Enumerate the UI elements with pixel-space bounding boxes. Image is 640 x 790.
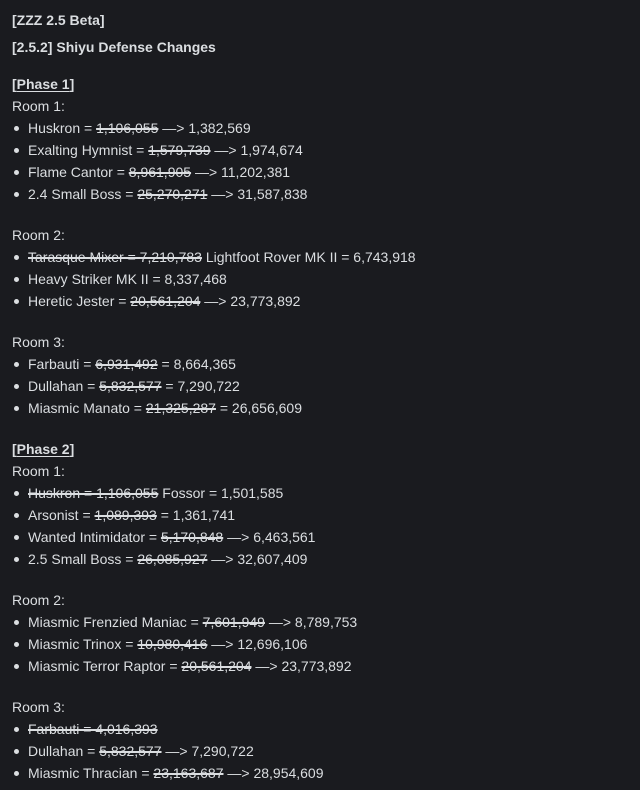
enemy-entry: [12, 268, 628, 290]
message-title: [ZZZ 2.5 Beta]: [12, 12, 105, 28]
phase-name: Phase 2: [16, 441, 70, 457]
old-value-strikethrough: Huskron = 1,106,055: [28, 485, 159, 501]
enemy-entry: [12, 117, 628, 139]
enemy-entry: [12, 740, 628, 762]
enemy-entry: [12, 548, 628, 570]
entry-text: Heavy Striker MK II = 8,337,468: [28, 271, 227, 287]
enemy-list: [12, 611, 628, 677]
entry-text: Miasmic Manato =: [28, 400, 146, 416]
entry-text: —> 1,974,674: [210, 142, 303, 158]
entry-text: = 26,656,609: [215, 400, 302, 416]
phase-bracket-open: [: [12, 441, 17, 457]
phase-bracket-close: ]: [69, 441, 75, 457]
old-value-strikethrough: 20,561,204: [181, 658, 252, 674]
old-value-strikethrough: 5,170,848: [160, 529, 224, 545]
entry-text: Dullahan =: [28, 378, 100, 394]
phase-header: [12, 438, 628, 460]
enemy-entry: [12, 161, 628, 183]
phase-header: [12, 73, 628, 95]
entry-text: —> 28,954,609: [223, 765, 324, 781]
entry-text: Fossor = 1,501,585: [158, 485, 284, 501]
enemy-entry: [12, 504, 628, 526]
enemy-entry: [12, 139, 628, 161]
entry-text: —> 23,773,892: [200, 293, 301, 309]
enemy-entry: [12, 718, 628, 740]
enemy-entry: [12, 655, 628, 677]
old-value-strikethrough: 8,961,905: [128, 164, 192, 180]
old-value-strikethrough: 5,832,577: [99, 378, 162, 394]
room-section: [12, 224, 628, 312]
room-label: Room 2:: [12, 227, 65, 243]
old-value-strikethrough: 5,832,577: [99, 743, 162, 759]
entry-text: = 8,664,365: [157, 356, 236, 372]
enemy-list: [12, 718, 628, 784]
entry-text: —> 6,463,561: [223, 529, 316, 545]
entry-text: Lightfoot Rover MK II = 6,743,918: [201, 249, 416, 265]
old-value-strikethrough: 1,106,055: [96, 120, 159, 136]
enemy-entry: [12, 762, 628, 784]
entry-text: Miasmic Thracian =: [28, 765, 154, 781]
entry-text: Miasmic Terror Raptor =: [28, 658, 182, 674]
old-value-strikethrough: 20,561,204: [130, 293, 201, 309]
entry-text: Miasmic Trinox =: [28, 636, 138, 652]
entry-text: = 1,361,741: [156, 507, 236, 523]
enemy-list: [12, 117, 628, 205]
enemy-entry: [12, 246, 628, 268]
enemy-entry: [12, 611, 628, 633]
room-section: [12, 696, 628, 784]
room-section: [12, 331, 628, 419]
room-section: [12, 589, 628, 677]
enemy-entry: [12, 482, 628, 504]
room-section: [12, 95, 628, 205]
entry-text: —> 32,607,409: [207, 551, 308, 567]
enemy-entry: [12, 375, 628, 397]
entry-text: —> 8,789,753: [264, 614, 358, 630]
room-label: Room 3:: [12, 334, 65, 350]
entry-text: Heretic Jester =: [28, 293, 131, 309]
enemy-entry: [12, 183, 628, 205]
enemy-entry: [12, 290, 628, 312]
room-label: Room 2:: [12, 592, 65, 608]
old-value-strikethrough: 7,601,949: [202, 614, 265, 630]
enemy-list: [12, 482, 628, 570]
enemy-entry: [12, 397, 628, 419]
enemy-entry: [12, 526, 628, 548]
room-section: [12, 460, 628, 570]
entry-text: —> 23,773,892: [251, 658, 352, 674]
entry-text: Flame Cantor =: [28, 164, 129, 180]
enemy-entry: [12, 353, 628, 375]
phase-section: [12, 73, 628, 419]
old-value-strikethrough: Tarasque Mixer = 7,210,783: [28, 249, 202, 265]
entry-text: —> 7,290,722: [161, 743, 254, 759]
entry-text: 2.4 Small Boss =: [28, 186, 138, 202]
room-label: Room 3:: [12, 699, 65, 715]
old-value-strikethrough: Farbauti = 4,016,393: [28, 721, 158, 737]
old-value-strikethrough: 23,163,687: [153, 765, 224, 781]
entry-text: —> 11,202,381: [191, 164, 291, 180]
old-value-strikethrough: 21,325,287: [145, 400, 216, 416]
entry-text: Exalting Hymnist =: [28, 142, 149, 158]
old-value-strikethrough: 1,089,393: [94, 507, 157, 523]
phase-section: [12, 438, 628, 784]
phase-name: Phase 1: [16, 76, 70, 92]
enemy-entry: [12, 633, 628, 655]
entry-text: —> 31,587,838: [207, 186, 308, 202]
old-value-strikethrough: 26,085,927: [137, 551, 208, 567]
entry-text: = 7,290,722: [161, 378, 240, 394]
message-subtitle: [2.5.2] Shiyu Defense Changes: [12, 39, 216, 55]
room-label: Room 1:: [12, 463, 65, 479]
entry-text: —> 1,382,569: [158, 120, 251, 136]
enemy-list: [12, 353, 628, 419]
phase-bracket-close: ]: [69, 76, 75, 92]
entry-text: Farbauti =: [28, 356, 96, 372]
entry-text: Arsonist =: [28, 507, 95, 523]
old-value-strikethrough: 1,579,739: [148, 142, 211, 158]
entry-text: Wanted Intimidator =: [28, 529, 161, 545]
room-label: Room 1:: [12, 98, 65, 114]
entry-text: —> 12,696,106: [207, 636, 308, 652]
entry-text: Huskron =: [28, 120, 97, 136]
entry-text: 2.5 Small Boss =: [28, 551, 138, 567]
entry-text: Dullahan =: [28, 743, 100, 759]
entry-text: Miasmic Frenzied Maniac =: [28, 614, 203, 630]
phase-bracket-open: [: [12, 76, 17, 92]
old-value-strikethrough: 6,931,492: [95, 356, 158, 372]
phases-container: [12, 73, 628, 784]
enemy-list: [12, 246, 628, 312]
old-value-strikethrough: 25,270,271: [137, 186, 208, 202]
old-value-strikethrough: 10,980,416: [137, 636, 208, 652]
